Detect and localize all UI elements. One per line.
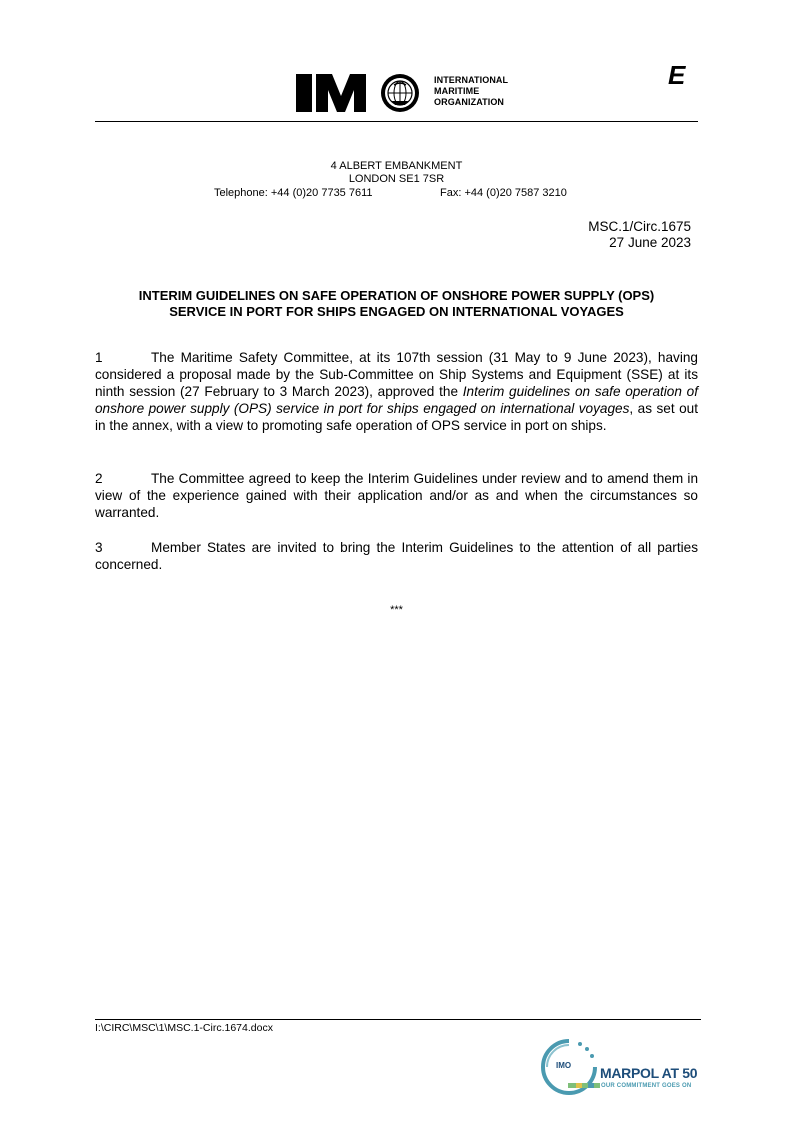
address-line: 4 ALBERT EMBANKMENT [330,160,463,172]
paragraph [95,350,698,435]
marpol-imo-mark: IMO [556,1061,572,1070]
language-code: E [668,60,686,90]
document-title [95,288,698,320]
paragraph-text: The Maritime Safety Committee, at its 107th session (31 May to 9 June 2023), having considered a proposal made by the Sub-Committee on Ship Systems and Equipment (SSE) at its ninth session (27 February to 3 March 2023), approved the [95,350,698,399]
imo-logo [296,70,536,116]
paragraph-text: The Committee agreed to keep the Interim Guidelines under review and to amend them in view of the experience gained with their application and/or as and when the circumstances so warranted. [95,471,698,520]
document-symbol: MSC.1/Circ.1675 [588,219,691,234]
paragraph-number: 1 [95,350,103,365]
paragraph-text: , as set out in the annex, with a view to promoting safe operation of OPS service in port on ships. [95,400,699,433]
un-emblem-icon [378,73,422,113]
title-line: SERVICE IN PORT FOR SHIPS ENGAGED ON INTERNATIONAL VOYAGES [169,304,624,319]
paragraph-number: 3 [95,540,103,555]
marpol-title: MARPOL AT 50 [600,1065,698,1081]
paragraph-number: 2 [95,471,103,486]
separator: *** [390,604,403,616]
org-name-line: MARITIME [434,86,480,96]
paragraph [95,471,698,522]
paragraph-text: Member States are invited to bring the Interim Guidelines to the attention of all parties concerned. [95,540,698,572]
organization-name [434,75,508,108]
marpol-at-50-logo [538,1035,698,1099]
footer-divider [95,1019,701,1020]
header-divider [95,121,698,122]
file-path: I:\CIRC\MSC\1\MSC.1-Circ.1674.docx [95,1022,273,1034]
marpol-tagline: OUR COMMITMENT GOES ON [601,1083,692,1089]
org-name-line: INTERNATIONAL [434,75,509,85]
address-line: LONDON SE1 7SR [348,173,445,185]
document-date: 27 June 2023 [609,235,691,250]
org-name-line: ORGANIZATION [434,97,505,107]
paragraph [95,540,698,574]
fax: Fax: +44 (0)20 7587 3210 [440,187,567,199]
title-line: INTERIM GUIDELINES ON SAFE OPERATION OF ONSHORE POWER SUPPLY (OPS) [138,288,655,303]
paragraph-italic-title: Interim guidelines on safe operation of onshore power supply (OPS) service in port for ships engaged on international voyages [95,383,698,416]
telephone: Telephone: +44 (0)20 7735 7611 [214,187,373,199]
